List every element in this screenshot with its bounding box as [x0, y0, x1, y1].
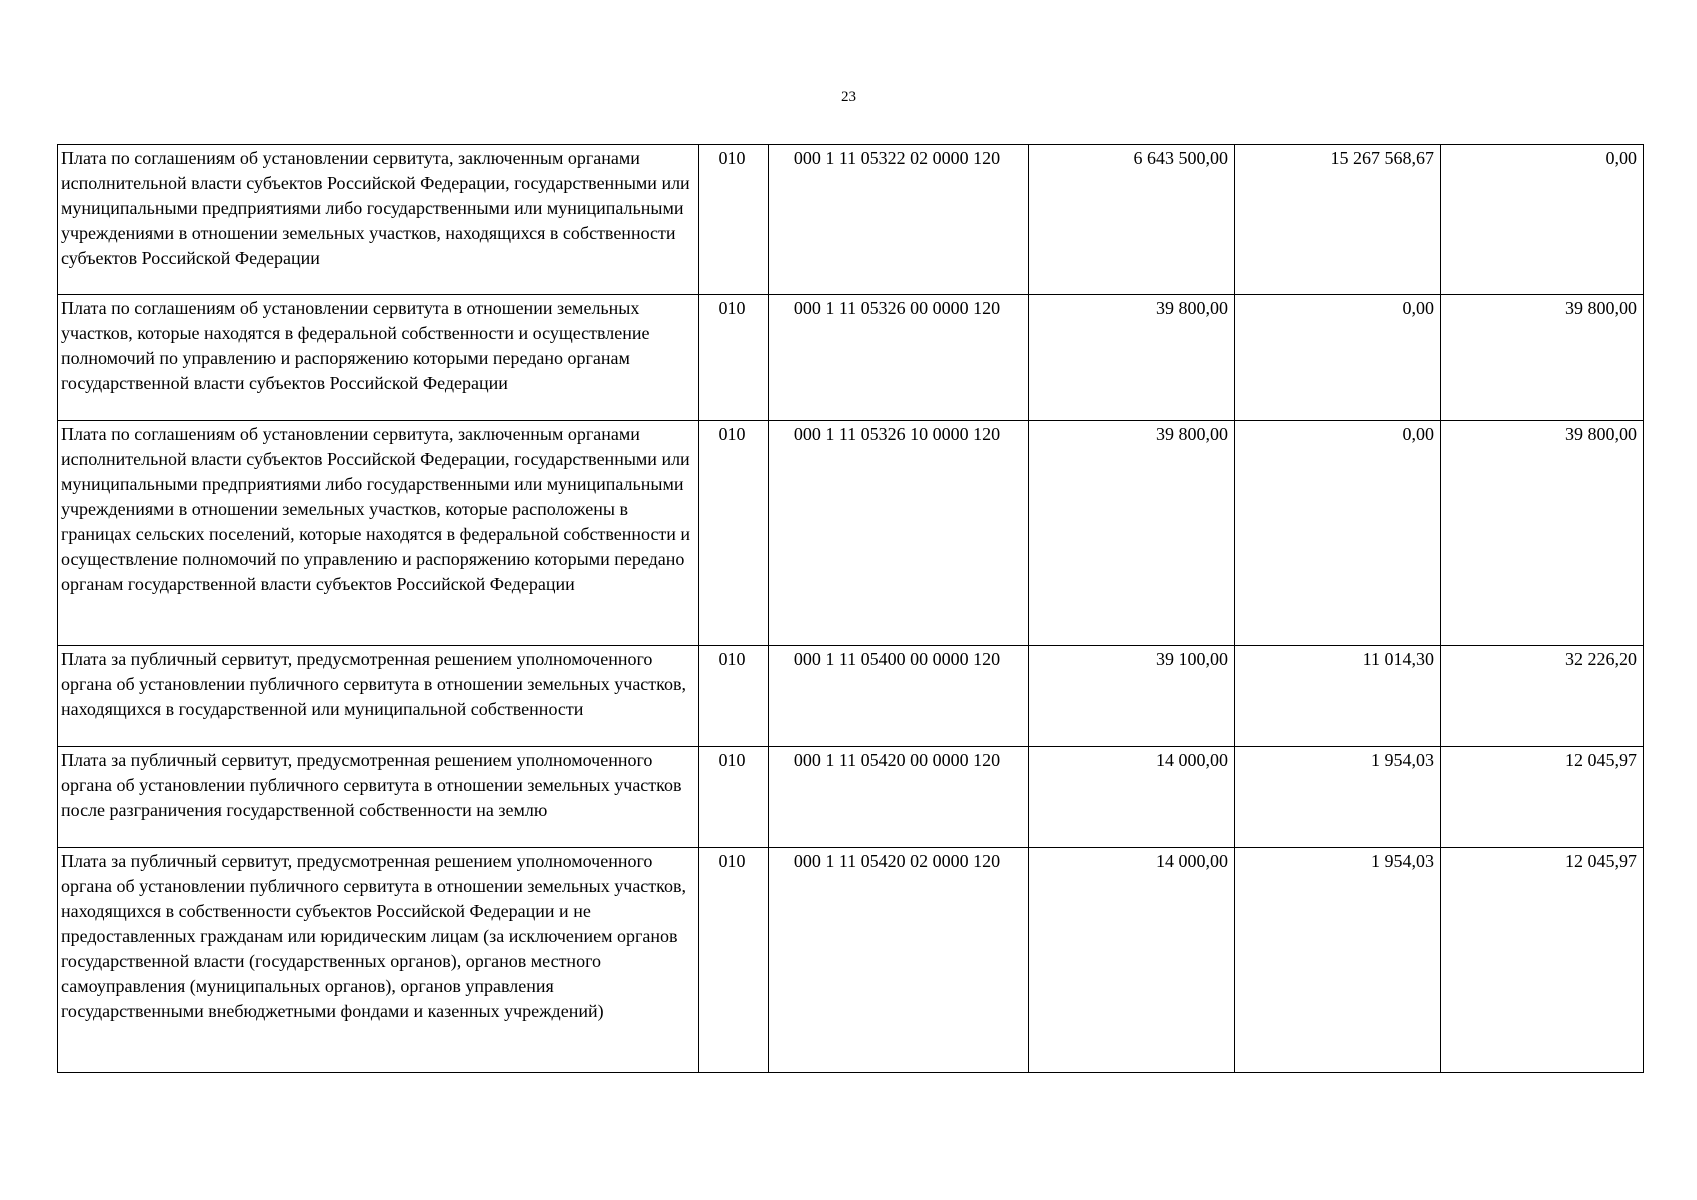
page-number: 23 — [841, 89, 856, 105]
admin-code: 010 — [699, 747, 769, 848]
income-code: 000 1 11 05420 02 0000 120 — [769, 848, 1029, 1073]
revenue-description: Плата за публичный сервитут, предусмотренная решением уполномоченного органа об установлении публичного сервитута в отношении земельных участков, находящихся в государственной или муниципальной собственности — [58, 646, 699, 747]
amount-2: 0,00 — [1235, 421, 1441, 646]
amount-1: 39 100,00 — [1029, 646, 1235, 747]
income-code: 000 1 11 05400 00 0000 120 — [769, 646, 1029, 747]
admin-code: 010 — [699, 145, 769, 295]
table-row — [58, 646, 1644, 747]
amount-3: 12 045,97 — [1441, 747, 1644, 848]
amount-1: 6 643 500,00 — [1029, 145, 1235, 295]
amount-1: 14 000,00 — [1029, 848, 1235, 1073]
amount-1: 39 800,00 — [1029, 295, 1235, 421]
table-row — [58, 848, 1644, 1073]
revenue-description: Плата по соглашениям об установлении сервитута, заключенным органами исполнительной власти субъектов Российской Федерации, государственными или муниципальными предприятиями либо государственными или муниципальными учреждениями в отношении земельных участков, которые расположены в границах сельских поселений, которые находятся в федеральной собственности и осуществление полномочий по управлению и распоряжению которыми передано органам государственной власти субъектов Российской Федерации — [58, 421, 699, 646]
amount-1: 39 800,00 — [1029, 421, 1235, 646]
income-code: 000 1 11 05326 10 0000 120 — [769, 421, 1029, 646]
table-row — [58, 145, 1644, 295]
admin-code: 010 — [699, 848, 769, 1073]
income-code: 000 1 11 05326 00 0000 120 — [769, 295, 1029, 421]
table-row — [58, 747, 1644, 848]
amount-3: 39 800,00 — [1441, 295, 1644, 421]
admin-code: 010 — [699, 295, 769, 421]
revenue-description: Плата по соглашениям об установлении сервитута, заключенным органами исполнительной власти субъектов Российской Федерации, государственными или муниципальными предприятиями либо государственными или муниципальными учреждениями в отношении земельных участков, находящихся в собственности субъектов Российской Федерации — [58, 145, 699, 295]
amount-2: 11 014,30 — [1235, 646, 1441, 747]
amount-3: 0,00 — [1441, 145, 1644, 295]
amount-3: 32 226,20 — [1441, 646, 1644, 747]
table-row — [58, 421, 1644, 646]
table-row — [58, 295, 1644, 421]
amount-1: 14 000,00 — [1029, 747, 1235, 848]
revenue-table — [57, 144, 1644, 1073]
revenue-description: Плата за публичный сервитут, предусмотренная решением уполномоченного органа об установлении публичного сервитута в отношении земельных участков, находящихся в собственности субъектов Российской Федерации и не предоставленных гражданам или юридическим лицам (за исключением органов государственной власти (государственных органов), органов местного самоуправления (муниципальных органов), органов управления государственными внебюджетными фондами и казенных учреждений) — [58, 848, 699, 1073]
amount-2: 0,00 — [1235, 295, 1441, 421]
amount-2: 1 954,03 — [1235, 848, 1441, 1073]
amount-3: 12 045,97 — [1441, 848, 1644, 1073]
amount-2: 1 954,03 — [1235, 747, 1441, 848]
admin-code: 010 — [699, 646, 769, 747]
amount-2: 15 267 568,67 — [1235, 145, 1441, 295]
revenue-description: Плата за публичный сервитут, предусмотренная решением уполномоченного органа об установлении публичного сервитута в отношении земельных участков после разграничения государственной собственности на землю — [58, 747, 699, 848]
amount-3: 39 800,00 — [1441, 421, 1644, 646]
admin-code: 010 — [699, 421, 769, 646]
revenue-description: Плата по соглашениям об установлении сервитута в отношении земельных участков, которые находятся в федеральной собственности и осуществление полномочий по управлению и распоряжению которыми передано органам государственной власти субъектов Российской Федерации — [58, 295, 699, 421]
income-code: 000 1 11 05420 00 0000 120 — [769, 747, 1029, 848]
income-code: 000 1 11 05322 02 0000 120 — [769, 145, 1029, 295]
